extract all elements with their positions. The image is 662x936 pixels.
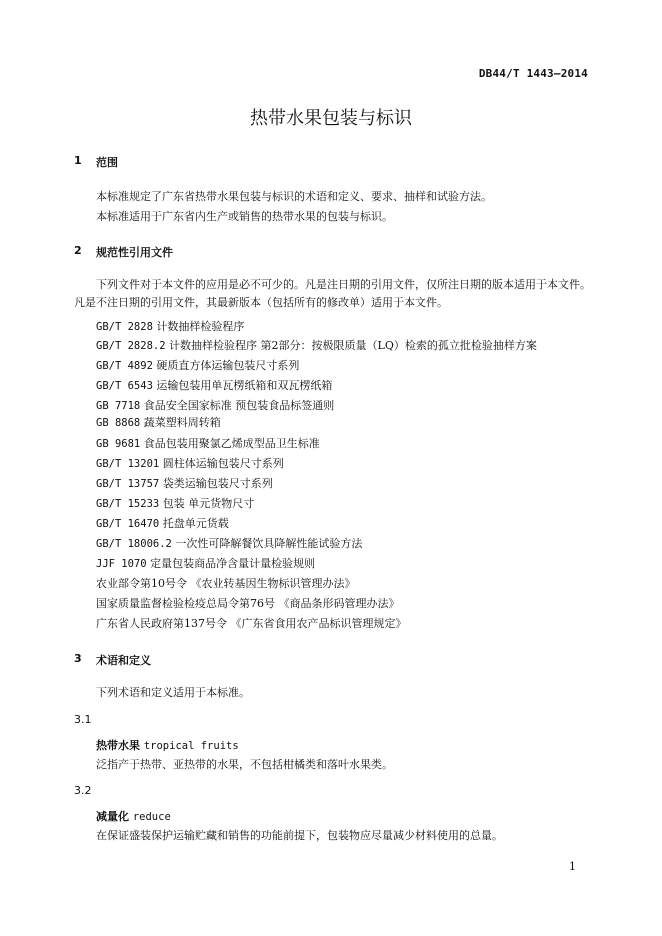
page-number: 1 [569,860,576,873]
reference-title: 食品安全国家标准 预包装食品标签通则 [143,399,335,412]
reference-code: GB/T 6543 [96,380,153,392]
term-definition: 在保证盛装保护运输贮藏和销售的功能前提下，包装物应尽量减少材料使用的总量。 [96,829,503,842]
reference-title: 圆柱体运输包装尺寸系列 [162,457,284,470]
reference-code: GB 8868 [96,417,141,429]
reference-title: 蔬菜塑料周转箱 [143,416,221,429]
reference-item [96,414,221,430]
reference-title: 《农业转基因生物标识管理办法》 [190,577,356,590]
reference-title: 托盘单元货载 [162,517,229,530]
reference-item [96,318,244,334]
reference-code: GB 9681 [96,438,141,450]
reference-title: 定量包装商品净含量计量检验规则 [150,557,316,570]
reference-item [96,435,320,451]
reference-title: 计数抽样检验程序 [156,320,245,333]
reference-code: 农业部令第10号令 [96,577,187,590]
reference-title: 运输包装用单瓦楞纸箱和双瓦楞纸箱 [156,379,333,392]
term-number: 3.1 [74,713,92,726]
section-3-title: 术语和定义 [96,654,151,667]
reference-item [96,595,400,611]
reference-title: 《广东省食用农产品标识管理规定》 [230,617,407,630]
section-2-intro: 下列文件对于本文件的应用是必不可少的。凡是注日期的引用文件，仅所注日期的版本适用于本文件。凡是不注日期的引用文件，其最新版本（包括所有的修改单）适用于本文件。 [74,278,591,309]
term-zh: 热带水果 [96,739,140,752]
reference-title: 计数抽样检验程序 第2部分：按极限质量（LQ）检索的孤立批检验抽样方案 [169,339,537,352]
section-3-intro: 下列术语和定义适用于本标准。 [96,686,250,699]
reference-code: JJF 1070 [96,558,147,570]
term-heading [96,808,171,824]
section-1-paragraph: 本标准适用于广东省内生产或销售的热带水果的包装与标识。 [96,210,393,223]
reference-code: GB/T 2828 [96,321,153,333]
reference-item [96,615,407,631]
section-1-number: 1 [74,154,82,167]
section-2-number: 2 [74,244,82,257]
reference-item [96,455,284,471]
reference-title: 食品包装用聚氯乙烯成型品卫生标准 [143,437,320,450]
document-title: 热带水果包装与标识 [250,108,412,129]
reference-code: 国家质量监督检验检疫总局令第76号 [96,597,275,610]
reference-item [96,555,315,571]
reference-item [96,377,332,393]
reference-code: GB/T 18006.2 [96,538,172,550]
reference-title: 袋类运输包装尺寸系列 [162,477,273,490]
term-zh: 减量化 [96,810,129,823]
term-en: reduce [132,811,171,823]
reference-title: 《商品条形码管理办法》 [278,597,400,610]
reference-code: GB 7718 [96,400,141,412]
term-en: tropical fruits [143,740,239,752]
section-3-number: 3 [74,652,82,665]
reference-item [96,357,299,373]
reference-item [96,397,334,413]
reference-code: GB/T 15233 [96,498,160,510]
reference-code: GB/T 16470 [96,518,160,530]
reference-code: 广东省人民政府第137号令 [96,617,227,630]
term-number: 3.2 [74,784,92,797]
reference-code: GB/T 2828.2 [96,340,166,352]
reference-code: GB/T 4892 [96,360,153,372]
term-definition: 泛指产于热带、亚热带的水果，不包括柑橘类和落叶水果类。 [96,758,393,771]
reference-item [96,575,356,591]
section-1-paragraph: 本标准规定了广东省热带水果包装与标识的术语和定义、要求、抽样和试验方法。 [96,190,492,203]
reference-item [96,495,254,511]
reference-item [96,515,229,531]
reference-title: 硬质直方体运输包装尺寸系列 [156,359,300,372]
reference-code: GB/T 13201 [96,458,160,470]
reference-item [96,475,273,491]
section-2-title: 规范性引用文件 [96,246,173,259]
term-heading [96,737,239,753]
reference-code: GB/T 13757 [96,478,160,490]
section-1-title: 范围 [96,156,118,169]
reference-title: 一次性可降解餐饮具降解性能试验方法 [175,537,363,550]
reference-item [96,535,362,551]
reference-item [96,337,537,353]
reference-title: 包装 单元货物尺寸 [162,497,255,510]
standard-id: DB44/T 1443—2014 [478,67,588,80]
